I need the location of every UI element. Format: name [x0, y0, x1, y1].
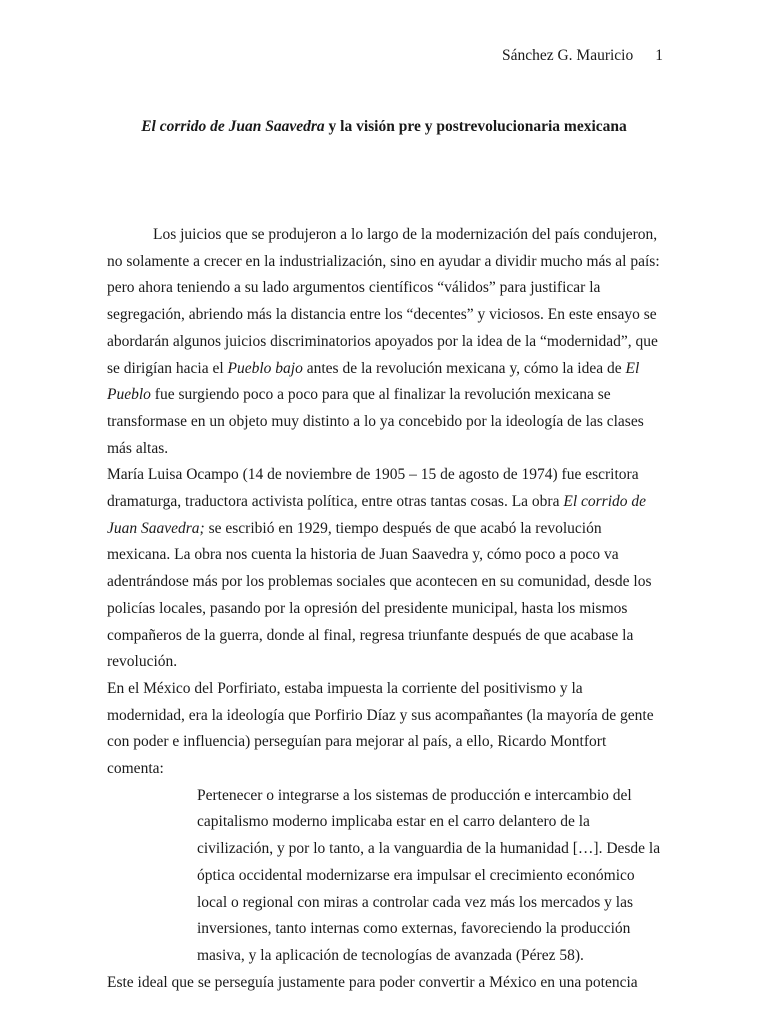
running-header: [502, 47, 663, 65]
italic-term: Pueblo bajo: [227, 359, 303, 377]
paragraph-text: se escribió en 1929, tiempo después de que acabó la revolución mexicana. La obra nos cuenta la historia de Juan Saavedra y, cómo poco a poco va adentrándose más por los problemas sociales que acontecen en su comunidad, desde los policías locales, pasando por la opresión del presidente municipal, hasta los mismos compañeros de la guerra, donde al final, regresa triunfante después de que acabase la revolución.: [107, 519, 652, 671]
paragraph-author-bio: [107, 462, 663, 676]
paragraph-text: antes de la revolución mexicana y, cómo la idea de: [302, 359, 626, 377]
italic-term: El Pueblo: [107, 359, 640, 404]
italic-work-title: El corrido de Juan Saavedra;: [107, 493, 647, 537]
paragraph-continuation: Este ideal que se perseguía justamente para poder convertir a México en una potencia: [107, 973, 638, 991]
paragraph-text: fue surgiendo poco a poco para que al finalizar la revolución mexicana se transformase en un objeto muy distinto a lo ya concebido por la ideología de las clases más altas.: [107, 386, 644, 457]
author-name: Sánchez G. Mauricio: [501, 47, 634, 64]
paragraph-text: Los juicios que se produjeron a lo largo de la modernización del país condujeron, no solamente a crecer en la industrialización, sino en ayudar a dividir mucho más al país: pero ahora teniendo a su lado argumentos científicos “válidos” para justificar la segregación, abriendo más la distancia entre los “decentes” y viciosos. En este ensayo se abordarán algunos juicios discriminatorios apoyados por la idea de la “modernidad”, que se dirigían hacia el: [107, 226, 660, 377]
essay-body: [107, 222, 663, 996]
paragraph-text: María Luisa Ocampo (14 de noviembre de 1905 – 15 de agosto de 1974) fue escritora dramaturga, traductora activista política, entre otras tantas cosas. La obra: [107, 466, 639, 511]
paragraph-introduction: [107, 222, 663, 462]
page-number: 1: [655, 47, 663, 64]
block-quote: Pertenecer o integrarse a los sistemas de producción e intercambio del capitalismo moderno implicaba estar en el carro delantero de la civilización, y por lo tanto, a la vanguardia de la humanidad […]. Desde la óptica occidental modernizarse era impulsar el crecimiento económico local o regional con miras a controlar cada vez más los mercados y las inversiones, tanto internas como externas, favoreciendo la producción masiva, y la aplicación de tecnologías de avanzada (Pérez 58).: [197, 786, 661, 964]
paragraph-porfiriato: En el México del Porfiriato, estaba impuesta la corriente del positivismo y la modernidad, era la ideología que Porfirio Díaz y sus acompañantes (la mayoría de gente con poder e influencia) perseguían para mejorar al país, a ello, Ricardo Montfort comenta:: [107, 679, 654, 778]
title-rest: y la visión pre y postrevolucionaria mexicana: [324, 118, 627, 135]
title-work-name: El corrido de Juan Saavedra: [141, 118, 325, 135]
essay-title: [0, 118, 768, 136]
